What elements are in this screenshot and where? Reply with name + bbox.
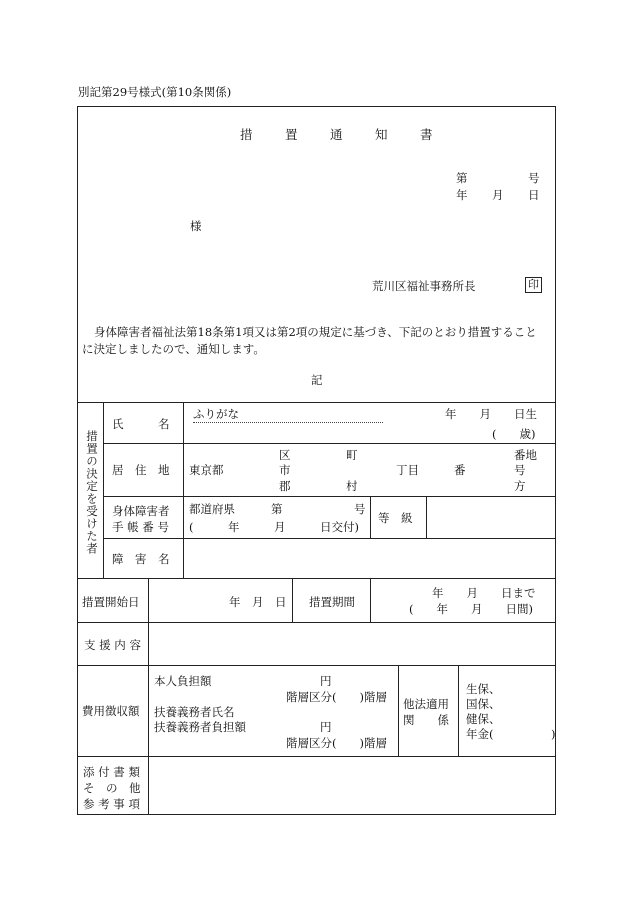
insurance-kenpo: 健保、 [466, 712, 501, 726]
period-until: 年 月 日まで [432, 586, 536, 600]
handbook-grade-left [370, 496, 371, 538]
grade-label: 等 級 [378, 511, 413, 525]
address-gou: 号 [514, 463, 526, 477]
age: ( 歳) [492, 427, 536, 441]
furigana-label: ふりがな [193, 407, 239, 421]
period-label-divider [370, 578, 371, 622]
fee-tier-1: 階層区分( )階層 [286, 690, 387, 704]
number-go: 号 [528, 171, 540, 185]
address-chome: 丁目 [396, 463, 419, 477]
outer-top [77, 106, 556, 107]
form-label: 別記第29号様式(第10条関係) [78, 85, 232, 99]
outer-right [555, 106, 556, 815]
document-title: 措 置 通 知 書 [240, 127, 443, 142]
fee-supporter-name: 扶養義務者氏名 [154, 705, 235, 719]
start-label: 措置開始日 [82, 595, 140, 609]
date-tsuki: 月 [492, 188, 504, 202]
period-days: ( 年 月 日間) [409, 602, 533, 616]
divider-address [103, 496, 556, 497]
left-col-divider [148, 578, 149, 815]
notes-label-3: 参 考 事 項 [83, 797, 140, 811]
insurance-seiho: 生保、 [466, 682, 501, 696]
fee-otherlaw-right [458, 665, 459, 756]
date-nen: 年 [456, 188, 468, 202]
fee-yen-2: 円 [320, 720, 332, 734]
birth-date: 年 月 日生 [445, 407, 537, 421]
insurance-kokuho: 国保、 [466, 697, 501, 711]
support-label: 支 援 内 容 [84, 638, 141, 652]
handbook-label-2: 手 帳 番 号 [112, 520, 169, 534]
issuer-name: 荒川区福祉事務所長 [372, 279, 476, 293]
handbook-go: 号 [354, 502, 366, 516]
handbook-dai: 第 [271, 502, 283, 516]
fee-tier-2: 階層区分( )階層 [286, 736, 387, 750]
date-hi: 日 [528, 188, 540, 202]
address-gun: 郡 [279, 479, 291, 493]
handbook-grade-right [426, 496, 427, 538]
address-ban: 番 [454, 463, 466, 477]
outer-left [77, 106, 78, 815]
divider-handbook [103, 538, 556, 539]
side-label: 措置の決定を受けた者 [85, 430, 99, 555]
address-banchi: 番地 [514, 448, 537, 462]
period-label: 措置期間 [309, 595, 355, 609]
fee-yen-1: 円 [320, 674, 332, 688]
disability-label: 障 害 名 [112, 552, 170, 566]
fee-supporter-burden: 扶養義務者負担額 [154, 720, 246, 734]
name-label: 氏 名 [112, 417, 170, 431]
start-date-divider [292, 578, 293, 622]
handbook-pref: 都道府県 [189, 502, 235, 516]
notes-label-2: そ の 他 [83, 781, 141, 795]
fee-self-burden: 本人負担額 [154, 674, 212, 688]
ki-label: 記 [311, 373, 323, 387]
divider-name [103, 443, 556, 444]
start-date: 年 月 日 [229, 595, 287, 609]
other-law-label-1: 他法適用 [403, 697, 449, 711]
insurance-nenkin: 年金( ) [466, 727, 556, 741]
number-dai: 第 [456, 171, 468, 185]
handbook-label-1: 身体障害者 [112, 504, 170, 518]
furigana-field[interactable] [193, 406, 383, 423]
address-label: 居 住 地 [112, 463, 170, 477]
address-machi: 町 [346, 448, 358, 462]
other-law-label-2: 関 係 [403, 713, 449, 727]
handbook-issued: ( 年 月 日交付) [189, 520, 359, 534]
address-pref: 東京都 [189, 463, 224, 477]
notes-label-1: 添 付 書 類 [83, 765, 140, 779]
address-ku: 区 [279, 448, 291, 462]
body-line-1: 身体障害者福祉法第18条第1項又は第2項の規定に基づき、下記のとおり措置すること [94, 325, 537, 339]
fee-otherlaw-left [398, 665, 399, 756]
address-kata: 方 [514, 479, 526, 493]
fee-label: 費用徴収額 [82, 704, 140, 718]
address-mura: 村 [346, 479, 358, 493]
side-label-divider [103, 402, 104, 578]
seal-mark: 印 [525, 277, 542, 293]
address-shi: 市 [279, 463, 291, 477]
label-col-divider [183, 402, 184, 578]
body-line-2: に決定しましたので、通知します。 [82, 342, 265, 356]
divider-header [77, 402, 556, 403]
recipient-sama: 様 [190, 219, 202, 233]
